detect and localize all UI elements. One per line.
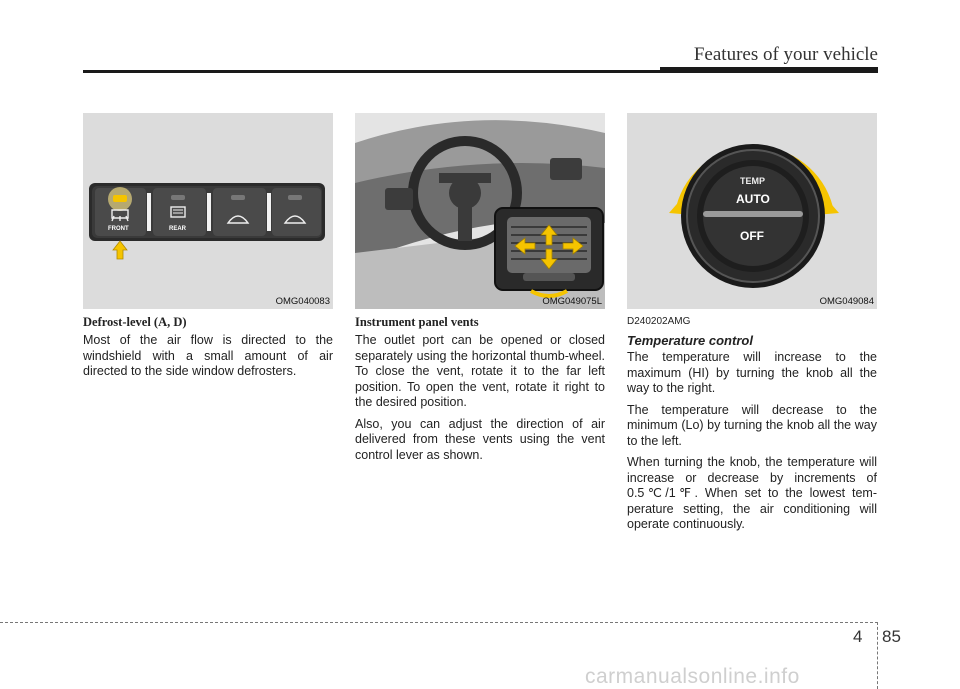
label-rear: REAR [169,226,187,232]
column-defrost [83,113,333,386]
page-number: 85 [882,627,901,646]
section-code: D240202AMG [627,316,691,327]
footer-divider [877,622,878,689]
paragraph: Most of the air flow is directed to the windshield with a small amount of air directed to the side window defrosters. [83,333,333,378]
paragraph: Also, you can adjust the direction of air delivered from these vents using the vent control lever as shown. [355,416,605,462]
knob-label-auto: AUTO [736,192,770,206]
knob-label-off: OFF [740,229,764,243]
section-heading: Temperature control [627,333,753,348]
footer-rule [0,622,878,623]
paragraph: When turning the knob, the temperature will increase or decrease by increments of 0.5℃/1℉. When set to the lowest tem-perature setting, the air conditioning will operate continuously. [627,455,877,531]
watermark: carmanualsonline.info [585,665,800,688]
figure-code: OMG040083 [275,296,330,307]
column-vents [355,113,605,469]
paragraph: The temperature will decrease to the minimum (Lo) by turning the knob all the way to the left. [627,402,877,448]
paragraph: The outlet port can be opened or closed separately using the horizontal thumb-wheel. To close the vent, rotate it to the far left position. To open the vent, rotate it right to the desired position. [355,333,605,409]
chapter-number: 4 [853,627,863,646]
figure-temp-knob [627,113,877,309]
figure-code: OMG049084 [819,296,874,307]
section-heading: Instrument panel vents [355,315,479,329]
header-rule-accent [660,67,878,73]
defrost-panel-illustration [83,113,333,309]
temperature-knob-illustration [627,113,877,309]
section-heading: Defrost-level (A, D) [83,315,187,329]
dashboard-illustration [355,113,605,309]
label-front: FRONT [108,226,129,232]
figure-instrument-vents [355,113,605,309]
paragraph: The temperature will increase to the maximum (HI) by turning the knob all the way to the right. [627,350,877,395]
figure-defrost-buttons [83,113,333,309]
figure-code: OMG049075L [542,296,602,307]
knob-label-temp: TEMP [740,176,766,186]
column-temperature [627,113,877,539]
page-header-title: Features of your vehicle [693,44,878,65]
